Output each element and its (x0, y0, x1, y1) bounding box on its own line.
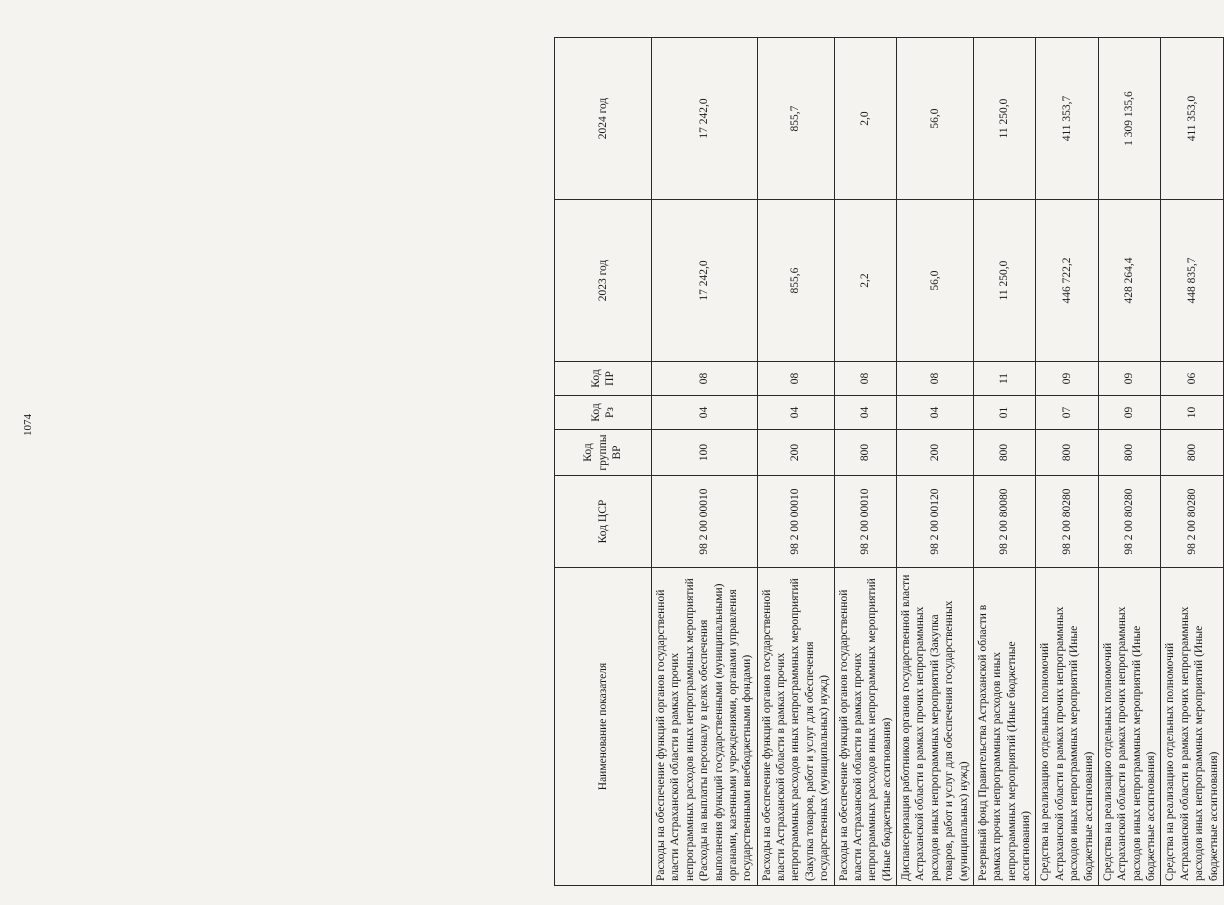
row-2024: 2,0 (834, 38, 897, 200)
row-vr: 800 (973, 430, 1036, 476)
table-row (1098, 38, 1161, 886)
row-name: Средства на реализацию отдельных полномочий Астраханской области в рамках прочих непрограммных расходов иных непрограммных мероприятий (Иные бюджетные ассигнования) (1036, 568, 1099, 886)
row-pr: 08 (757, 362, 834, 396)
row-name: Расходы на обеспечение функций органов государственной власти Астраханской области в рамках прочих непрограммных расходов иных непрограммных мероприятий (Иные бюджетные ассигнования) (834, 568, 897, 886)
row-2023: 2,2 (834, 200, 897, 362)
row-csr: 98 2 00 80280 (1161, 476, 1224, 568)
header-name: Наименование показателя (555, 568, 652, 886)
row-name: Средства на реализацию отдельных полномочий Астраханской области в рамках прочих непрограммных расходов иных непрограммных мероприятий (Иные бюджетные ассигнования) (1098, 568, 1161, 886)
row-csr: 98 2 00 00120 (897, 476, 974, 568)
row-2024: 17 242,0 (652, 38, 758, 200)
row-2023: 17 242,0 (652, 200, 758, 362)
table-row (897, 38, 974, 886)
row-csr: 98 2 00 80080 (973, 476, 1036, 568)
header-csr: Код ЦСР (555, 476, 652, 568)
header-2023: 2023 год (555, 200, 652, 362)
table-row (973, 38, 1036, 886)
row-rz: 04 (652, 396, 758, 430)
row-name: Диспансеризация работников органов государственной власти Астраханской области в рамках прочих непрограммных расходов иных непрограммных мероприятий (Закупка товаров, работ и услуг для обеспечения государственных (муниципальных) нужд) (897, 568, 974, 886)
row-vr: 800 (1161, 430, 1224, 476)
page-number: 1074 (22, 414, 34, 436)
budget-table (554, 37, 1224, 886)
row-vr: 800 (1036, 430, 1099, 476)
table-header-row (555, 38, 652, 886)
row-name: Средства на реализацию отдельных полномочий Астраханской области в рамках прочих непрограммных расходов иных непрограммных мероприятий (Иные бюджетные ассигнования) (1161, 568, 1224, 886)
row-rz: 04 (834, 396, 897, 430)
row-csr: 98 2 00 00010 (757, 476, 834, 568)
table-row (652, 38, 758, 886)
rotated-table-wrapper (554, 38, 1220, 886)
row-name: Резервный фонд Правительства Астраханской области в рамках прочих непрограммных расходов иных непрограммных мероприятий (Иные бюджетные ассигнования) (973, 568, 1036, 886)
row-pr: 08 (897, 362, 974, 396)
row-rz: 09 (1098, 396, 1161, 430)
row-2023: 428 264,4 (1098, 200, 1161, 362)
row-2024: 1 309 135,6 (1098, 38, 1161, 200)
row-csr: 98 2 00 80280 (1098, 476, 1161, 568)
row-pr: 09 (1098, 362, 1161, 396)
row-csr: 98 2 00 80280 (1036, 476, 1099, 568)
table-row (1161, 38, 1224, 886)
row-rz: 04 (897, 396, 974, 430)
row-pr: 08 (834, 362, 897, 396)
table-row (1036, 38, 1099, 886)
header-pr: Код ПР (555, 362, 652, 396)
row-vr: 800 (834, 430, 897, 476)
table-row (834, 38, 897, 886)
row-2023: 855,6 (757, 200, 834, 362)
row-2023: 446 722,2 (1036, 200, 1099, 362)
header-rz: Код Рз (555, 396, 652, 430)
row-vr: 200 (757, 430, 834, 476)
row-csr: 98 2 00 00010 (652, 476, 758, 568)
row-csr: 98 2 00 00010 (834, 476, 897, 568)
row-rz: 01 (973, 396, 1036, 430)
row-vr: 200 (897, 430, 974, 476)
row-vr: 100 (652, 430, 758, 476)
row-rz: 10 (1161, 396, 1224, 430)
row-pr: 09 (1036, 362, 1099, 396)
row-2023: 56,0 (897, 200, 974, 362)
row-2023: 448 835,7 (1161, 200, 1224, 362)
header-vr: Код группы ВР (555, 430, 652, 476)
row-pr: 11 (973, 362, 1036, 396)
row-2024: 411 353,7 (1036, 38, 1099, 200)
row-name: Расходы на обеспечение функций органов государственной власти Астраханской области в рамках прочих непрограммных расходов иных непрограммных мероприятий (Закупка товаров, работ и услуг для обеспечения государственных (муниципальных) нужд) (757, 568, 834, 886)
header-2024: 2024 год (555, 38, 652, 200)
row-vr: 800 (1098, 430, 1161, 476)
row-2024: 855,7 (757, 38, 834, 200)
row-2024: 56,0 (897, 38, 974, 200)
row-rz: 04 (757, 396, 834, 430)
row-pr: 08 (652, 362, 758, 396)
row-pr: 06 (1161, 362, 1224, 396)
row-2024: 411 353,0 (1161, 38, 1224, 200)
row-name: Расходы на обеспечение функций органов государственной власти Астраханской области в рамках прочих непрограммных расходов иных непрограммных мероприятий (Расходы на выплаты персоналу в целях обеспечения выполнения функций государственными (муниципальными) органами, казенными учреждениями, органами управления государственными внебюджетными фондами) (652, 568, 758, 886)
row-rz: 07 (1036, 396, 1099, 430)
row-2024: 11 250,0 (973, 38, 1036, 200)
table-row (757, 38, 834, 886)
row-2023: 11 250,0 (973, 200, 1036, 362)
